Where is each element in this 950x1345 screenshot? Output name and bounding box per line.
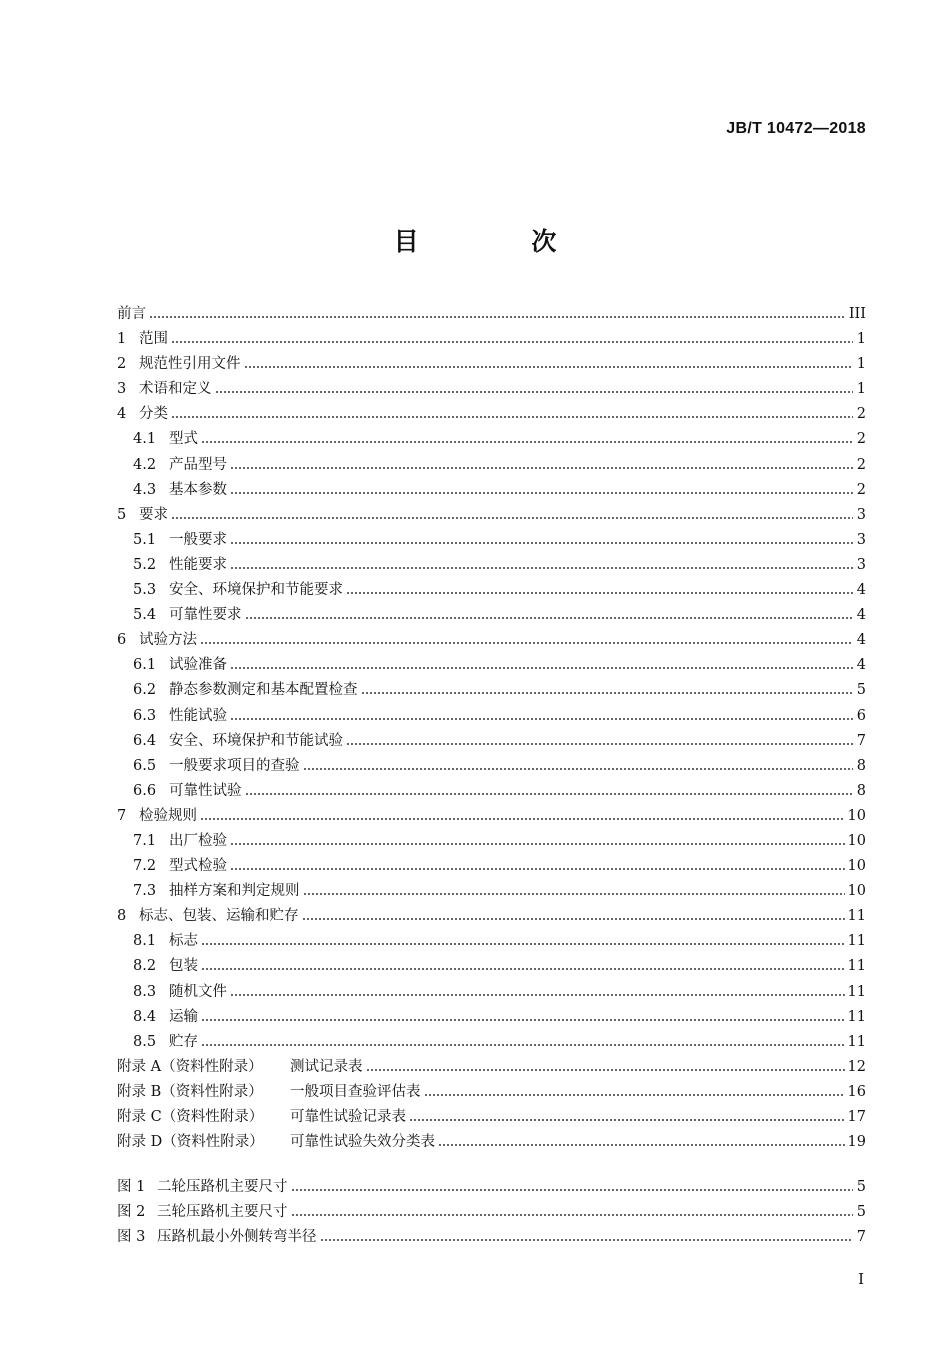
dot-leader — [230, 833, 845, 847]
toc-entry[interactable] — [117, 377, 866, 402]
toc-entry-label: 要求 — [139, 506, 168, 523]
appendix-entry[interactable] — [117, 1130, 866, 1155]
appendix-prefix: 附录 B（资料性附录） — [117, 1084, 263, 1101]
toc-entry-number: 1 — [117, 331, 127, 348]
appendix-label: 一般项目查验评估表 — [290, 1084, 421, 1101]
toc-entry-label: 试验方法 — [139, 632, 197, 649]
figure-label: 二轮压路机主要尺寸 — [157, 1179, 288, 1195]
toc-entry-number: 5.3 — [133, 582, 157, 599]
toc-entry[interactable] — [117, 402, 866, 427]
toc-entry-page: 3 — [856, 531, 866, 548]
toc-entry-number: 5 — [117, 506, 127, 523]
figure-page: 5 — [856, 1179, 866, 1195]
toc-entry[interactable] — [117, 628, 866, 653]
toc-entry-page: 10 — [847, 807, 866, 824]
figure-list — [117, 1175, 866, 1250]
dot-leader — [201, 933, 845, 947]
dot-leader — [245, 783, 854, 797]
toc-entry-label: 可靠性试验 — [169, 782, 242, 799]
toc-entry-label: 出厂检验 — [169, 832, 227, 849]
toc-entry-number: 4.2 — [133, 456, 157, 473]
toc-entry-label: 基本参数 — [169, 481, 227, 498]
toc-entry-page: 8 — [856, 782, 866, 799]
toc-entry-page: 10 — [847, 883, 866, 900]
toc-entry-number: 4 — [117, 406, 127, 423]
toc-entry[interactable] — [117, 879, 866, 904]
toc-entry[interactable] — [117, 954, 866, 979]
toc-entry-label: 贮存 — [169, 1033, 198, 1050]
toc-entry[interactable] — [117, 528, 866, 553]
toc-entry-page: 10 — [847, 858, 866, 875]
toc-entry-page: 11 — [847, 958, 866, 975]
toc-entry-label: 一般要求 — [169, 531, 227, 548]
toc-entry-page: 3 — [856, 506, 866, 523]
toc-entry[interactable] — [117, 904, 866, 929]
toc-entry-number: 8.2 — [133, 958, 157, 975]
toc-entry-number: 6.4 — [133, 732, 157, 749]
appendix-label: 可靠性试验记录表 — [290, 1109, 406, 1126]
toc-entry[interactable] — [117, 678, 866, 703]
toc-entry-page: 2 — [856, 481, 866, 498]
toc-entry-label: 前言 — [117, 306, 146, 322]
toc-entry[interactable] — [117, 754, 866, 779]
dot-leader — [201, 1009, 845, 1023]
toc-entry-label: 术语和定义 — [139, 381, 212, 398]
toc-entry-number: 6 — [117, 632, 127, 649]
table-of-contents — [117, 302, 866, 1055]
dot-leader — [230, 657, 853, 671]
toc-entry-page: 1 — [856, 356, 866, 373]
toc-entry-page: 2 — [856, 406, 866, 423]
toc-entry-number: 7 — [117, 807, 127, 824]
toc-entry-number: 5.2 — [133, 556, 157, 573]
toc-entry-page: 4 — [856, 632, 866, 649]
toc-entry[interactable] — [117, 980, 866, 1005]
figure-page: 7 — [856, 1229, 866, 1246]
dot-leader — [230, 708, 853, 722]
dot-leader — [366, 1059, 845, 1073]
toc-entry-page: 2 — [856, 431, 866, 448]
toc-entry-number: 4.3 — [133, 481, 157, 498]
toc-entry-label: 静态参数测定和基本配置检查 — [169, 682, 358, 699]
toc-entry-number: 8.4 — [133, 1008, 157, 1025]
toc-entry-number: 5.1 — [133, 531, 157, 548]
dot-leader — [200, 632, 853, 646]
dot-leader — [244, 356, 854, 370]
toc-entry-page: 5 — [856, 682, 866, 699]
figure-label: 三轮压路机主要尺寸 — [157, 1204, 288, 1221]
figure-entry[interactable] — [117, 1175, 866, 1200]
toc-entry[interactable] — [117, 578, 866, 603]
toc-entry-label: 型式检验 — [169, 858, 227, 875]
toc-entry-number: 2 — [117, 356, 127, 373]
toc-entry[interactable] — [117, 453, 866, 478]
appendix-entry[interactable] — [117, 1105, 866, 1130]
toc-entry-label: 性能试验 — [169, 707, 227, 724]
dot-leader — [230, 532, 853, 546]
dot-leader — [245, 607, 854, 621]
toc-entry[interactable] — [117, 653, 866, 678]
toc-entry[interactable] — [117, 553, 866, 578]
toc-entry-label: 性能要求 — [169, 556, 227, 573]
toc-entry-number: 8 — [117, 908, 127, 925]
dot-leader — [424, 1084, 845, 1098]
toc-entry-page: 11 — [847, 933, 866, 950]
toc-entry-label: 随机文件 — [169, 983, 227, 1000]
dot-leader — [303, 883, 845, 897]
appendix-entry[interactable] — [117, 1080, 866, 1105]
toc-entry[interactable] — [117, 327, 866, 352]
dot-leader — [291, 1204, 854, 1218]
appendix-label: 可靠性试验失效分类表 — [290, 1134, 435, 1151]
dot-leader — [409, 1109, 845, 1123]
toc-entry-label: 包装 — [169, 958, 198, 975]
toc-entry[interactable] — [117, 302, 866, 327]
toc-entry-page: 1 — [856, 331, 866, 348]
dot-leader — [201, 958, 845, 972]
page-title: 目 次 — [393, 227, 609, 256]
toc-entry-number: 8.5 — [133, 1033, 157, 1050]
toc-entry[interactable] — [117, 1005, 866, 1030]
page-number: I — [858, 1270, 864, 1288]
toc-entry-page: 4 — [856, 582, 866, 599]
toc-entry-label: 型式 — [169, 431, 198, 448]
toc-entry-label: 可靠性要求 — [169, 607, 242, 624]
dot-leader — [230, 984, 845, 998]
toc-entry-number: 7.2 — [133, 858, 157, 875]
toc-entry-page: 7 — [856, 732, 866, 749]
toc-entry-number: 3 — [117, 381, 127, 398]
toc-entry-number: 6.1 — [133, 657, 157, 674]
dot-leader — [346, 733, 853, 747]
appendix-page: 12 — [847, 1059, 866, 1075]
toc-entry-label: 抽样方案和判定规则 — [169, 883, 300, 900]
toc-entry-label: 规范性引用文件 — [139, 356, 241, 373]
dot-leader — [438, 1134, 845, 1148]
toc-entry[interactable] — [117, 478, 866, 503]
toc-entry-page: 10 — [847, 832, 866, 849]
toc-entry-number: 8.3 — [133, 983, 157, 1000]
toc-entry[interactable] — [117, 829, 866, 854]
toc-entry-number: 6.2 — [133, 682, 157, 699]
dot-leader — [291, 1179, 854, 1193]
figure-entry[interactable] — [117, 1225, 866, 1250]
toc-entry[interactable] — [117, 729, 866, 754]
toc-entry[interactable] — [117, 854, 866, 879]
toc-entry-number: 7.3 — [133, 883, 157, 900]
appendix-page: 19 — [847, 1134, 866, 1151]
dot-leader — [215, 381, 854, 395]
toc-entry-label: 标志 — [169, 933, 198, 950]
dot-leader — [149, 306, 846, 320]
toc-entry-label: 一般要求项目的查验 — [169, 757, 300, 774]
toc-entry-page: 11 — [847, 1008, 866, 1025]
toc-entry[interactable] — [117, 1030, 866, 1055]
toc-entry-page: 3 — [856, 556, 866, 573]
dot-leader — [320, 1229, 854, 1243]
toc-entry-number: 8.1 — [133, 933, 157, 950]
dot-leader — [230, 858, 845, 872]
figure-number: 图 2 — [117, 1204, 146, 1221]
toc-entry-page: 1 — [856, 381, 866, 398]
appendix-page: 17 — [847, 1109, 866, 1126]
toc-entry-number: 6.5 — [133, 757, 157, 774]
toc-entry-label: 检验规则 — [139, 807, 197, 824]
toc-entry-number: 4.1 — [133, 431, 157, 448]
dot-leader — [171, 331, 853, 345]
toc-entry[interactable] — [117, 929, 866, 954]
toc-entry-page: 11 — [847, 908, 866, 925]
dot-leader — [303, 758, 854, 772]
appendix-prefix: 附录 A（资料性附录） — [117, 1059, 263, 1075]
toc-entry-page: 2 — [856, 456, 866, 473]
dot-leader — [201, 1034, 845, 1048]
toc-entry-page: 11 — [847, 1033, 866, 1050]
toc-entry-label: 试验准备 — [169, 657, 227, 674]
dot-leader — [200, 808, 845, 822]
figure-number: 图 3 — [117, 1229, 146, 1246]
dot-leader — [230, 557, 853, 571]
appendix-prefix: 附录 C（资料性附录） — [117, 1109, 264, 1126]
toc-entry-label: 分类 — [139, 406, 168, 423]
toc-entry-page: 4 — [856, 657, 866, 674]
dot-leader — [230, 457, 853, 471]
toc-entry-page: 8 — [856, 757, 866, 774]
toc-entry[interactable] — [117, 427, 866, 452]
toc-entry[interactable] — [117, 603, 866, 628]
appendix-page: 16 — [847, 1084, 866, 1101]
dot-leader — [201, 431, 853, 445]
figure-entry[interactable] — [117, 1200, 866, 1225]
toc-entry[interactable] — [117, 704, 866, 729]
dot-leader — [346, 582, 853, 596]
toc-entry-number: 7.1 — [133, 832, 157, 849]
dot-leader — [171, 507, 853, 521]
dot-leader — [361, 682, 854, 696]
dot-leader — [302, 908, 845, 922]
toc-entry-number: 6.6 — [133, 782, 157, 799]
toc-entry-label: 安全、环境保护和节能试验 — [169, 732, 343, 749]
toc-entry[interactable] — [117, 804, 866, 829]
toc-entry[interactable] — [117, 352, 866, 377]
dot-leader — [230, 482, 853, 496]
dot-leader — [171, 406, 853, 420]
standard-code: JB/T 10472—2018 — [726, 120, 866, 137]
toc-entry-number: 6.3 — [133, 707, 157, 724]
toc-entry-label: 范围 — [139, 331, 168, 348]
toc-entry-page: 4 — [856, 607, 866, 624]
toc-entry-label: 标志、包装、运输和贮存 — [139, 908, 299, 925]
toc-entry-label: 产品型号 — [169, 456, 227, 473]
appendix-list — [117, 1055, 866, 1155]
figure-page: 5 — [856, 1204, 866, 1221]
appendix-prefix: 附录 D（资料性附录） — [117, 1134, 264, 1151]
toc-entry-page: III — [848, 306, 866, 322]
toc-entry-label: 运输 — [169, 1008, 198, 1025]
toc-entry-page: 6 — [856, 707, 866, 724]
appendix-label: 测试记录表 — [290, 1059, 363, 1075]
toc-entry[interactable] — [117, 779, 866, 804]
toc-entry[interactable] — [117, 503, 866, 528]
toc-entry-number: 5.4 — [133, 607, 157, 624]
figure-number: 图 1 — [117, 1179, 146, 1195]
toc-entry-page: 11 — [847, 983, 866, 1000]
appendix-entry[interactable] — [117, 1055, 866, 1080]
figure-label: 压路机最小外侧转弯半径 — [157, 1229, 317, 1246]
toc-entry-label: 安全、环境保护和节能要求 — [169, 582, 343, 599]
